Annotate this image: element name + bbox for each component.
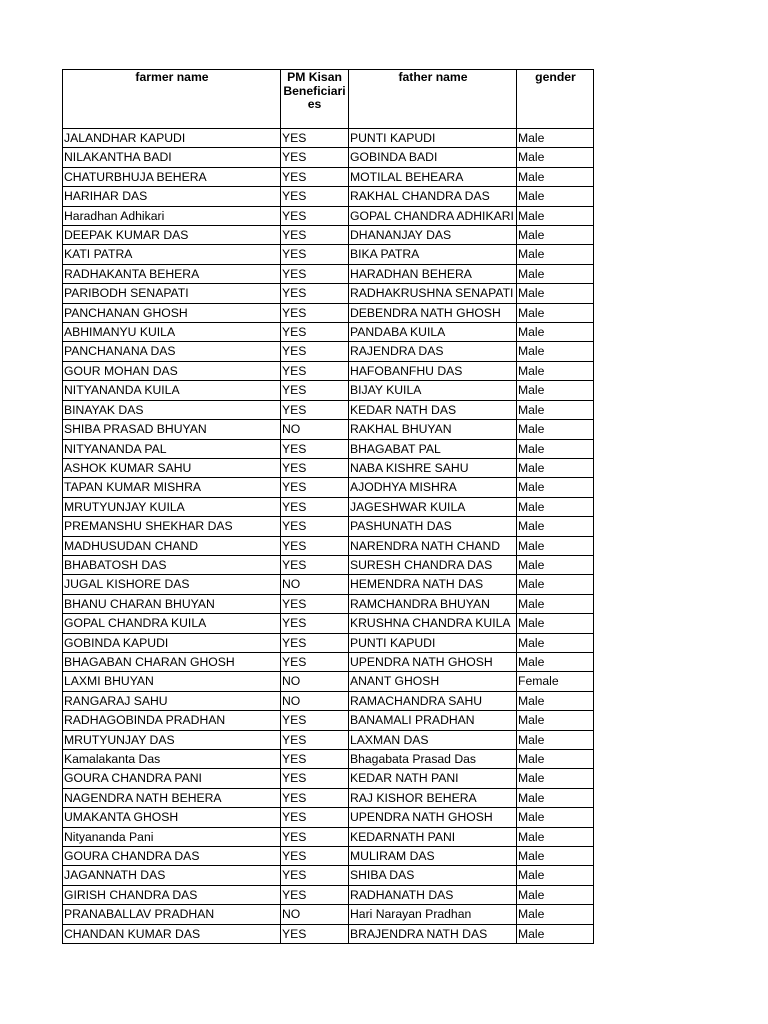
- cell-father-name: ANANT GHOSH: [349, 672, 517, 691]
- cell-gender: Male: [517, 439, 594, 458]
- cell-father-name: PASHUNATH DAS: [349, 517, 517, 536]
- cell-gender: Male: [517, 167, 594, 186]
- cell-gender: Male: [517, 885, 594, 904]
- table-row: [63, 788, 594, 807]
- cell-gender: Male: [517, 866, 594, 885]
- cell-farmer-name: NITYANANDA KUILA: [63, 381, 281, 400]
- table-row: [63, 691, 594, 710]
- cell-gender: Male: [517, 827, 594, 846]
- cell-gender: Male: [517, 808, 594, 827]
- cell-father-name: DEBENDRA NATH GHOSH: [349, 303, 517, 322]
- cell-farmer-name: GOBINDA KAPUDI: [63, 633, 281, 652]
- cell-farmer-name: GOPAL CHANDRA KUILA: [63, 614, 281, 633]
- cell-father-name: HAFOBANFHU DAS: [349, 361, 517, 380]
- cell-farmer-name: GOURA CHANDRA PANI: [63, 769, 281, 788]
- cell-father-name: MULIRAM DAS: [349, 847, 517, 866]
- cell-father-name: RADHAKRUSHNA SENAPATI: [349, 284, 517, 303]
- cell-farmer-name: UMAKANTA GHOSH: [63, 808, 281, 827]
- cell-gender: Male: [517, 536, 594, 555]
- cell-father-name: RAJENDRA DAS: [349, 342, 517, 361]
- cell-farmer-name: NAGENDRA NATH BEHERA: [63, 788, 281, 807]
- cell-farmer-name: BINAYAK DAS: [63, 400, 281, 419]
- cell-farmer-name: NITYANANDA PAL: [63, 439, 281, 458]
- cell-father-name: GOBINDA BADI: [349, 148, 517, 167]
- cell-pm-kisan: YES: [281, 750, 349, 769]
- table-row: [63, 555, 594, 574]
- cell-pm-kisan: YES: [281, 536, 349, 555]
- table-row: [63, 614, 594, 633]
- cell-gender: Male: [517, 652, 594, 671]
- cell-gender: Male: [517, 788, 594, 807]
- cell-father-name: PUNTI KAPUDI: [349, 129, 517, 148]
- cell-father-name: Hari Narayan Pradhan: [349, 905, 517, 924]
- cell-pm-kisan: YES: [281, 730, 349, 749]
- cell-farmer-name: HARIHAR DAS: [63, 187, 281, 206]
- table-row: [63, 206, 594, 225]
- cell-pm-kisan: YES: [281, 129, 349, 148]
- table-row: [63, 885, 594, 904]
- header-father-name: father name: [349, 70, 517, 129]
- cell-gender: Male: [517, 129, 594, 148]
- cell-gender: Male: [517, 245, 594, 264]
- cell-gender: Male: [517, 575, 594, 594]
- cell-father-name: RADHANATH DAS: [349, 885, 517, 904]
- table-row: [63, 924, 594, 943]
- cell-pm-kisan: YES: [281, 497, 349, 516]
- table-body: [63, 129, 594, 944]
- table-header: [63, 70, 594, 129]
- cell-pm-kisan: NO: [281, 672, 349, 691]
- cell-pm-kisan: YES: [281, 517, 349, 536]
- table-row: [63, 594, 594, 613]
- cell-pm-kisan: YES: [281, 614, 349, 633]
- cell-father-name: RAKHAL BHUYAN: [349, 420, 517, 439]
- header-farmer-name: farmer name: [63, 70, 281, 129]
- cell-pm-kisan: YES: [281, 711, 349, 730]
- cell-gender: Male: [517, 342, 594, 361]
- cell-pm-kisan: YES: [281, 148, 349, 167]
- table-row: [63, 652, 594, 671]
- cell-pm-kisan: YES: [281, 245, 349, 264]
- cell-pm-kisan: YES: [281, 361, 349, 380]
- cell-pm-kisan: YES: [281, 381, 349, 400]
- cell-farmer-name: Kamalakanta Das: [63, 750, 281, 769]
- cell-pm-kisan: YES: [281, 769, 349, 788]
- cell-pm-kisan: YES: [281, 788, 349, 807]
- table-row: [63, 439, 594, 458]
- cell-father-name: KEDARNATH PANI: [349, 827, 517, 846]
- table-row: [63, 342, 594, 361]
- cell-pm-kisan: YES: [281, 264, 349, 283]
- cell-father-name: RAJ KISHOR BEHERA: [349, 788, 517, 807]
- cell-pm-kisan: YES: [281, 633, 349, 652]
- farmer-table: [62, 69, 594, 944]
- cell-farmer-name: JAGANNATH DAS: [63, 866, 281, 885]
- cell-farmer-name: MRUTYUNJAY DAS: [63, 730, 281, 749]
- cell-farmer-name: BHABATOSH DAS: [63, 555, 281, 574]
- cell-farmer-name: JUGAL KISHORE DAS: [63, 575, 281, 594]
- table-row: [63, 323, 594, 342]
- cell-farmer-name: PANCHANAN GHOSH: [63, 303, 281, 322]
- cell-gender: Male: [517, 614, 594, 633]
- table-row: [63, 303, 594, 322]
- cell-gender: Male: [517, 303, 594, 322]
- cell-pm-kisan: YES: [281, 206, 349, 225]
- cell-father-name: NABA KISHRE SAHU: [349, 458, 517, 477]
- table-row: [63, 129, 594, 148]
- cell-pm-kisan: YES: [281, 439, 349, 458]
- cell-farmer-name: DEEPAK KUMAR DAS: [63, 226, 281, 245]
- table-row: [63, 187, 594, 206]
- cell-gender: Male: [517, 497, 594, 516]
- cell-pm-kisan: YES: [281, 866, 349, 885]
- cell-gender: Male: [517, 555, 594, 574]
- table-row: [63, 148, 594, 167]
- cell-father-name: DHANANJAY DAS: [349, 226, 517, 245]
- cell-father-name: BIKA PATRA: [349, 245, 517, 264]
- cell-farmer-name: TAPAN KUMAR MISHRA: [63, 478, 281, 497]
- cell-farmer-name: BHANU CHARAN BHUYAN: [63, 594, 281, 613]
- cell-pm-kisan: YES: [281, 284, 349, 303]
- cell-pm-kisan: YES: [281, 827, 349, 846]
- cell-pm-kisan: NO: [281, 420, 349, 439]
- cell-gender: Female: [517, 672, 594, 691]
- cell-farmer-name: Nityananda Pani: [63, 827, 281, 846]
- cell-gender: Male: [517, 458, 594, 477]
- cell-farmer-name: MADHUSUDAN CHAND: [63, 536, 281, 555]
- cell-father-name: RAKHAL CHANDRA DAS: [349, 187, 517, 206]
- cell-farmer-name: CHANDAN KUMAR DAS: [63, 924, 281, 943]
- cell-pm-kisan: YES: [281, 478, 349, 497]
- cell-farmer-name: SHIBA PRASAD BHUYAN: [63, 420, 281, 439]
- cell-farmer-name: NILAKANTHA BADI: [63, 148, 281, 167]
- cell-gender: Male: [517, 478, 594, 497]
- cell-gender: Male: [517, 187, 594, 206]
- cell-gender: Male: [517, 711, 594, 730]
- cell-gender: Male: [517, 381, 594, 400]
- cell-farmer-name: Haradhan Adhikari: [63, 206, 281, 225]
- cell-farmer-name: LAXMI BHUYAN: [63, 672, 281, 691]
- table-row: [63, 497, 594, 516]
- cell-farmer-name: RADHAKANTA BEHERA: [63, 264, 281, 283]
- table-row: [63, 750, 594, 769]
- table-row: [63, 245, 594, 264]
- cell-pm-kisan: YES: [281, 594, 349, 613]
- cell-farmer-name: GOUR MOHAN DAS: [63, 361, 281, 380]
- cell-father-name: JAGESHWAR KUILA: [349, 497, 517, 516]
- cell-father-name: PUNTI KAPUDI: [349, 633, 517, 652]
- cell-pm-kisan: YES: [281, 652, 349, 671]
- header-pm-kisan-beneficiaries: PM Kisan Beneficiaries: [281, 70, 349, 129]
- cell-father-name: KEDAR NATH DAS: [349, 400, 517, 419]
- cell-farmer-name: ABHIMANYU KUILA: [63, 323, 281, 342]
- table-row: [63, 420, 594, 439]
- cell-gender: Male: [517, 750, 594, 769]
- cell-gender: Male: [517, 769, 594, 788]
- cell-father-name: KEDAR NATH PANI: [349, 769, 517, 788]
- cell-father-name: MOTILAL BEHEARA: [349, 167, 517, 186]
- table-row: [63, 167, 594, 186]
- cell-gender: Male: [517, 730, 594, 749]
- cell-father-name: HARADHAN BEHERA: [349, 264, 517, 283]
- table-row: [63, 730, 594, 749]
- cell-father-name: BHAGABAT PAL: [349, 439, 517, 458]
- table-row: [63, 264, 594, 283]
- cell-farmer-name: RANGARAJ SAHU: [63, 691, 281, 710]
- cell-father-name: Bhagabata Prasad Das: [349, 750, 517, 769]
- cell-gender: Male: [517, 323, 594, 342]
- table-row: [63, 458, 594, 477]
- cell-gender: Male: [517, 924, 594, 943]
- cell-gender: Male: [517, 517, 594, 536]
- cell-father-name: GOPAL CHANDRA ADHIKARI: [349, 206, 517, 225]
- cell-pm-kisan: YES: [281, 342, 349, 361]
- header-gender: gender: [517, 70, 594, 129]
- table-row: [63, 711, 594, 730]
- table-row: [63, 284, 594, 303]
- cell-father-name: RAMACHANDRA SAHU: [349, 691, 517, 710]
- cell-farmer-name: JALANDHAR KAPUDI: [63, 129, 281, 148]
- cell-farmer-name: MRUTYUNJAY KUILA: [63, 497, 281, 516]
- table-row: [63, 633, 594, 652]
- cell-gender: Male: [517, 284, 594, 303]
- table-row: [63, 517, 594, 536]
- table-row: [63, 575, 594, 594]
- cell-pm-kisan: YES: [281, 226, 349, 245]
- table-row: [63, 478, 594, 497]
- table-row: [63, 847, 594, 866]
- cell-farmer-name: GIRISH CHANDRA DAS: [63, 885, 281, 904]
- cell-gender: Male: [517, 264, 594, 283]
- cell-gender: Male: [517, 148, 594, 167]
- cell-pm-kisan: NO: [281, 691, 349, 710]
- cell-pm-kisan: YES: [281, 555, 349, 574]
- cell-pm-kisan: YES: [281, 924, 349, 943]
- cell-farmer-name: GOURA CHANDRA DAS: [63, 847, 281, 866]
- cell-gender: Male: [517, 691, 594, 710]
- table-row: [63, 672, 594, 691]
- cell-pm-kisan: YES: [281, 847, 349, 866]
- cell-father-name: BANAMALI PRADHAN: [349, 711, 517, 730]
- cell-gender: Male: [517, 633, 594, 652]
- table-row: [63, 866, 594, 885]
- cell-father-name: BIJAY KUILA: [349, 381, 517, 400]
- cell-father-name: AJODHYA MISHRA: [349, 478, 517, 497]
- table-row: [63, 381, 594, 400]
- header-row: [63, 70, 594, 129]
- cell-pm-kisan: YES: [281, 167, 349, 186]
- table-row: [63, 400, 594, 419]
- cell-father-name: NARENDRA NATH CHAND: [349, 536, 517, 555]
- cell-gender: Male: [517, 420, 594, 439]
- table-row: [63, 827, 594, 846]
- table-row: [63, 226, 594, 245]
- cell-gender: Male: [517, 361, 594, 380]
- cell-father-name: SHIBA DAS: [349, 866, 517, 885]
- cell-farmer-name: CHATURBHUJA BEHERA: [63, 167, 281, 186]
- table-row: [63, 769, 594, 788]
- cell-gender: Male: [517, 594, 594, 613]
- cell-farmer-name: PANCHANANA DAS: [63, 342, 281, 361]
- cell-farmer-name: PRANABALLAV PRADHAN: [63, 905, 281, 924]
- cell-father-name: KRUSHNA CHANDRA KUILA: [349, 614, 517, 633]
- table-row: [63, 361, 594, 380]
- cell-farmer-name: BHAGABAN CHARAN GHOSH: [63, 652, 281, 671]
- cell-pm-kisan: YES: [281, 303, 349, 322]
- cell-father-name: RAMCHANDRA BHUYAN: [349, 594, 517, 613]
- cell-pm-kisan: YES: [281, 885, 349, 904]
- cell-father-name: UPENDRA NATH GHOSH: [349, 808, 517, 827]
- cell-gender: Male: [517, 400, 594, 419]
- cell-farmer-name: KATI PATRA: [63, 245, 281, 264]
- cell-gender: Male: [517, 206, 594, 225]
- cell-father-name: LAXMAN DAS: [349, 730, 517, 749]
- cell-gender: Male: [517, 905, 594, 924]
- cell-pm-kisan: YES: [281, 323, 349, 342]
- cell-father-name: UPENDRA NATH GHOSH: [349, 652, 517, 671]
- cell-pm-kisan: YES: [281, 458, 349, 477]
- table-row: [63, 905, 594, 924]
- cell-pm-kisan: YES: [281, 808, 349, 827]
- cell-pm-kisan: YES: [281, 400, 349, 419]
- cell-farmer-name: PARIBODH SENAPATI: [63, 284, 281, 303]
- cell-farmer-name: RADHAGOBINDA PRADHAN: [63, 711, 281, 730]
- cell-gender: Male: [517, 847, 594, 866]
- cell-farmer-name: PREMANSHU SHEKHAR DAS: [63, 517, 281, 536]
- cell-father-name: HEMENDRA NATH DAS: [349, 575, 517, 594]
- cell-father-name: BRAJENDRA NATH DAS: [349, 924, 517, 943]
- cell-father-name: PANDABA KUILA: [349, 323, 517, 342]
- cell-father-name: SURESH CHANDRA DAS: [349, 555, 517, 574]
- cell-pm-kisan: NO: [281, 575, 349, 594]
- cell-pm-kisan: YES: [281, 187, 349, 206]
- cell-pm-kisan: NO: [281, 905, 349, 924]
- table-row: [63, 808, 594, 827]
- cell-farmer-name: ASHOK KUMAR SAHU: [63, 458, 281, 477]
- cell-gender: Male: [517, 226, 594, 245]
- table-row: [63, 536, 594, 555]
